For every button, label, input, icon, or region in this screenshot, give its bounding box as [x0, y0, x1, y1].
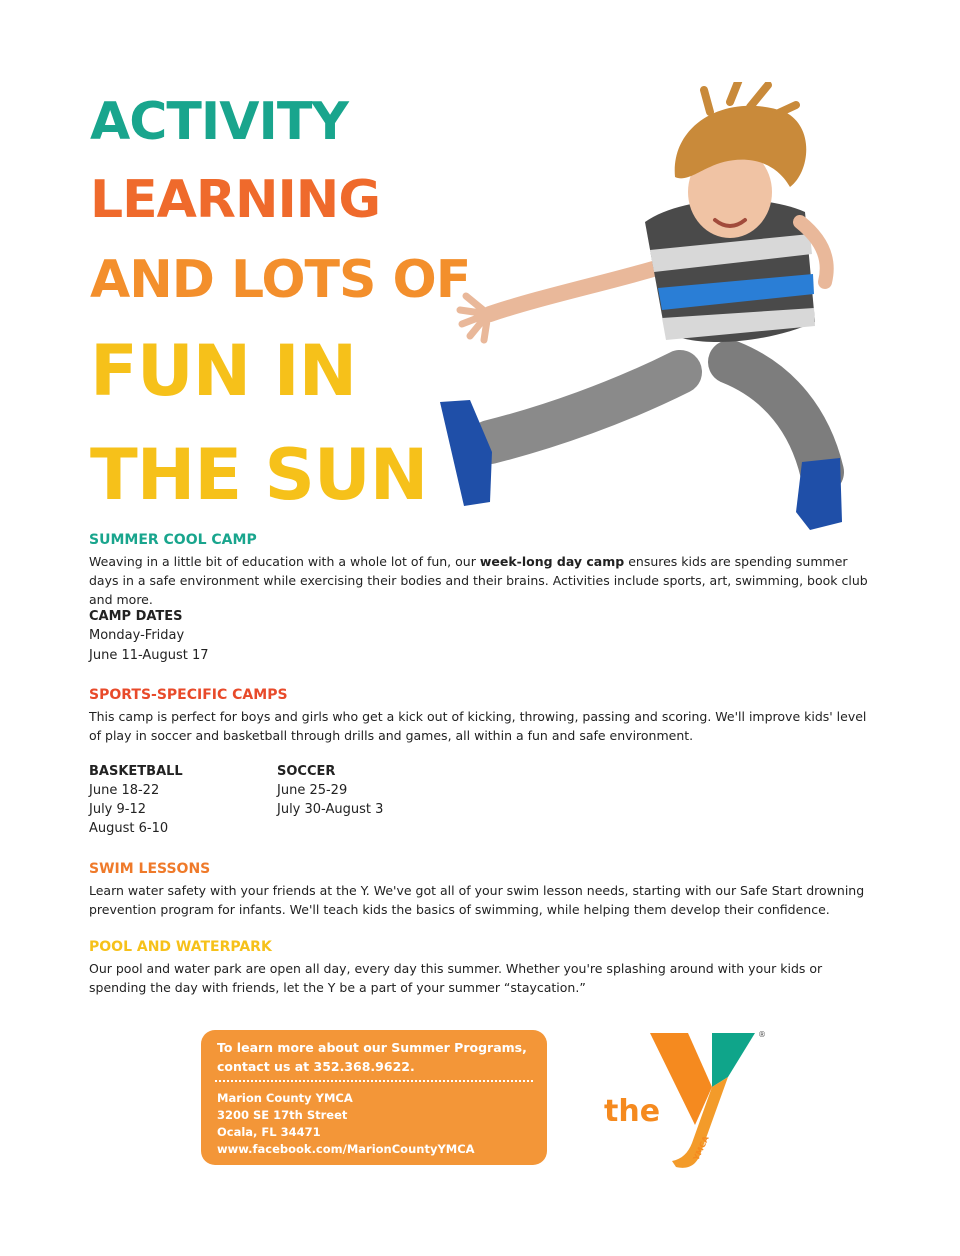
contact-lead-line: To learn more about our Summer Programs, — [217, 1040, 527, 1055]
pool-waterpark-description: Our pool and water park are open all day, every day this summer. Whether you're splashing around with your kids or spending the day with friends, let the Y be a part of your summer “staycation.” — [89, 961, 823, 995]
headline-learning: LEARNING — [90, 170, 381, 230]
contact-city: Ocala, FL 34471 — [217, 1125, 321, 1139]
headline-activity: ACTIVITY — [90, 92, 348, 152]
boy-hand — [460, 296, 488, 340]
basketball-date: August 6-10 — [89, 821, 169, 836]
headline-and-lots-of: AND LOTS OF — [90, 250, 471, 310]
headline-the-sun: THE SUN — [90, 434, 428, 516]
section-title-pool-waterpark: POOL AND WATERPARK — [89, 939, 272, 955]
dotted-divider — [215, 1080, 533, 1082]
soccer-label: SOCCER — [277, 764, 336, 779]
contact-website-link[interactable]: www.facebook.com/MarionCountyYMCA — [217, 1142, 475, 1156]
summer-cool-camp-description — [89, 552, 869, 609]
boy-leg-left — [490, 372, 680, 442]
contact-lead — [217, 1038, 527, 1076]
logo-ymca-text: YMCA — [691, 1134, 711, 1162]
contact-street: 3200 SE 17th Street — [217, 1108, 348, 1122]
ymca-logo — [600, 1025, 770, 1170]
basketball-label: BASKETBALL — [89, 764, 183, 779]
description-bold-text: week-long day camp — [479, 554, 625, 569]
basketball-date: July 9-12 — [89, 802, 147, 817]
camp-dates-label: CAMP DATES — [89, 609, 183, 624]
logo-the-text: the — [604, 1094, 661, 1129]
basketball-date: June 18-22 — [89, 783, 160, 798]
boy-shoe-left — [440, 400, 492, 506]
boy-shoe-right — [796, 458, 842, 530]
section-title-sports-camps: SPORTS-SPECIFIC CAMPS — [89, 687, 288, 703]
sports-camps-description: This camp is perfect for boys and girls who get a kick out of kicking, throwing, passing and scoring. We'll improve kids' level of play in soccer and basketball through drills and games, all within a fun and safe environment. — [89, 709, 867, 743]
headline-fun-in: FUN IN — [90, 330, 357, 412]
boy-arm — [490, 267, 660, 314]
contact-box — [201, 1030, 547, 1165]
registered-mark: ® — [758, 1030, 766, 1039]
camp-dates-range: June 11-August 17 — [89, 648, 209, 663]
logo-y-right-arm — [712, 1033, 755, 1087]
soccer-date: June 25-29 — [277, 783, 348, 798]
section-title-summer-cool-camp: SUMMER COOL CAMP — [89, 532, 257, 548]
swim-lessons-description: Learn water safety with your friends at the Y. We've got all of your swim lesson needs, starting with our Safe Start drowning prevention program for infants. We'll teach kids the basics of swimming, while helping them develop their confidence. — [89, 883, 865, 917]
contact-org: Marion County YMCA — [217, 1091, 353, 1105]
soccer-date: July 30-August 3 — [277, 802, 384, 817]
description-text: ensures kids are spending summer days in a safe environment while exercising their bodies and their brains. Activities include sports, art, swimming, book club and more. — [89, 554, 868, 607]
jumping-boy-photo — [430, 82, 860, 537]
contact-phone-line: contact us at 352.368.9622. — [217, 1059, 415, 1074]
boy-leg-right — [730, 362, 822, 472]
description-text: Weaving in a little bit of education with a whole lot of fun, our — [89, 554, 480, 569]
camp-dates-days: Monday-Friday — [89, 628, 185, 643]
section-title-swim-lessons: SWIM LESSONS — [89, 861, 211, 877]
